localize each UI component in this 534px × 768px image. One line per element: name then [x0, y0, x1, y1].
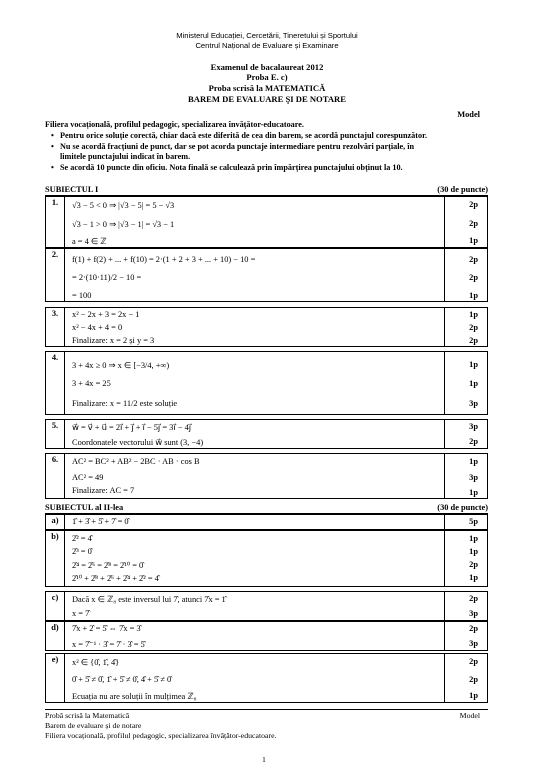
item-number: c)	[46, 592, 65, 620]
solution-line: a = 4 ∈ ℤ	[72, 237, 107, 246]
item-number: 5.	[46, 420, 65, 448]
item-3	[45, 307, 488, 347]
points-value: 1p	[469, 457, 478, 466]
item-number: 3.	[46, 308, 65, 346]
exam-title: Examenul de bacalaureat 2012	[210, 62, 324, 72]
points-column	[444, 352, 487, 414]
solution-line: Dacă x ∈ ℤ₈ este inversul lui 7̂, atunci 7̂x = 1̂	[72, 595, 226, 604]
points-value: 2p	[469, 594, 478, 603]
item-2	[45, 248, 488, 302]
points-value: 1p	[469, 573, 478, 582]
solution-line: Ecuația nu are soluții în mulțimea ℤ₈	[72, 692, 197, 701]
note-3-text: Se acordă 10 puncte din oficiu. Nota finală se calculează prin împărțirea punctajului obținut la 10.	[60, 163, 403, 172]
footer-rule	[45, 709, 488, 710]
solution-line: = 2·(10·11)/2 − 10 =	[72, 273, 142, 282]
points-column	[444, 592, 487, 620]
points-value: 3p	[469, 399, 478, 408]
item-number: 6.	[46, 454, 65, 498]
item-number: a)	[46, 515, 65, 529]
footer-line-2: Barem de evaluare și de notare	[45, 721, 142, 730]
center-header: Centrul Național de Evaluare și Examinare	[195, 41, 339, 50]
solution-line: 7̂x + 2̂ = 5̂ ⇔ 7̂x = 3̂	[72, 624, 141, 633]
ministry-header: Ministerul Educației, Cercetării, Tineretului și Sportului	[176, 31, 358, 40]
points-value: 2p	[469, 273, 478, 282]
subiect-1-header	[45, 185, 488, 196]
item-number: 1.	[46, 197, 65, 247]
item-b	[45, 530, 488, 587]
points-value: 1p	[469, 310, 478, 319]
item-number: 2.	[46, 249, 65, 301]
note-3: • Se acordă 10 puncte din oficiu. Nota finală se calculează prin împărțirea punctajului obținut la 10.	[51, 163, 403, 172]
points-value: 3p	[469, 609, 478, 618]
solution-line: 2̂² = 4̂	[72, 534, 92, 543]
note-2-text: Nu se acordă fracțiuni de punct, dar se pot acorda punctaje intermediare pentru rezolvări parțiale, în	[60, 142, 415, 151]
solution-line: AC² = 49	[72, 473, 104, 482]
points-column	[444, 622, 487, 650]
solution-line: 3 + 4x = 25	[72, 379, 111, 388]
solution-line: f(1) + f(2) + ... + f(10) = 2·(1 + 2 + 3 + ... + 10) − 10 =	[72, 255, 256, 264]
note-1: • Pentru orice soluție corectă, chiar dacă este diferită de cea din barem, se acordă punctajul corespunzător.	[51, 131, 428, 140]
points-value: 2p	[469, 323, 478, 332]
item-4	[45, 351, 488, 415]
points-column	[444, 308, 487, 346]
points-value: 2p	[469, 336, 478, 345]
points-column	[444, 249, 487, 301]
solution-line: x² − 4x + 4 = 0	[72, 323, 123, 332]
points-value: 2p	[469, 624, 478, 633]
points-value: 1p	[469, 534, 478, 543]
model-label: Model	[457, 110, 480, 119]
points-value: 1p	[469, 691, 478, 700]
item-number: b)	[46, 531, 65, 586]
footer-line-1: Probă scrisă la Matematică	[45, 711, 130, 720]
item-number: 4.	[46, 352, 65, 414]
subiect-1-title: SUBIECTUL I	[45, 185, 99, 194]
points-column	[444, 515, 487, 529]
subiect-2-points: (30 de puncte)	[437, 503, 488, 512]
solution-line: √3 − 5 < 0 ⇒ |√3 − 5| = 5 − √3	[72, 201, 175, 210]
item-c	[45, 591, 488, 621]
points-column	[444, 420, 487, 448]
points-value: 2p	[469, 560, 478, 569]
solution-line: = 100	[72, 291, 92, 300]
points-value: 2p	[469, 200, 478, 209]
solution-line: 2̂⁴ = 2̂⁶ = 2̂⁸ = 2̂¹⁰ = 0̂	[72, 561, 144, 570]
points-column	[444, 531, 487, 586]
points-value: 3p	[469, 422, 478, 431]
points-value: 2p	[469, 437, 478, 446]
note-2-cont	[60, 152, 490, 162]
points-value: 5p	[469, 517, 478, 526]
solution-line: 1̂ + 3̂ + 5̂ + 7̂ = 0̂	[72, 517, 129, 526]
footer-model: Model	[459, 711, 480, 720]
solution-line: 0̂ + 5̂ ≠ 0̂, 1̂ + 5̂ ≠ 0̂, 4̂ + 5̂ ≠ 0̂	[72, 675, 172, 684]
item-6	[45, 453, 488, 499]
points-value: 2p	[469, 657, 478, 666]
solution-line: Finalizare: x = 11/2 este soluție	[72, 399, 178, 408]
solution-line: AC² = BC² + AB² − 2BC · AB · cos B	[72, 457, 200, 466]
points-value: 1p	[469, 291, 478, 300]
note-2: • Nu se acordă fracțiuni de punct, dar se pot acorda punctaje intermediare pentru rezolvări parțiale, în	[51, 142, 415, 151]
points-value: 2p	[469, 255, 478, 264]
item-5	[45, 419, 488, 449]
solution-line: Finalizare: AC = 7	[72, 486, 135, 495]
solution-line: √3 − 1 > 0 ⇒ |√3 − 1| = √3 − 1	[72, 220, 175, 229]
solution-line: 3 + 4x ≥ 0 ⇒ x ∈ [−3/4, +∞)	[72, 361, 170, 370]
points-column	[444, 454, 487, 498]
points-value: 1p	[469, 488, 478, 497]
item-e	[45, 653, 488, 703]
page-number: 1	[262, 755, 266, 764]
solution-line: 2̂¹⁰ + 2̂⁸ + 2̂⁶ + 2̂⁴ + 2̂² = 4̂	[72, 574, 159, 583]
solution-line: w⃗ = v⃗ + u⃗ = 2i⃗ + j⃗ + i⃗ − 5j⃗ = 3i⃗ − 4j⃗	[72, 423, 192, 432]
points-value: 1p	[469, 379, 478, 388]
item-1	[45, 196, 488, 248]
solution-line: Coordonatele vectorului w⃗ sunt (3, −4)	[72, 438, 204, 447]
points-value: 3p	[469, 639, 478, 648]
points-value: 1p	[469, 547, 478, 556]
subiect-2-header	[45, 503, 488, 514]
solution-line: 2̂³ = 0̂	[72, 547, 92, 556]
note-2-cont-text: limitele punctajului indicat în barem.	[60, 152, 191, 161]
item-a	[45, 514, 488, 530]
subiect-1-points: (30 de puncte)	[437, 185, 488, 194]
solution-line: x² − 2x + 3 = 2x − 1	[72, 310, 140, 319]
points-value: 1p	[469, 236, 478, 245]
points-value: 2p	[469, 219, 478, 228]
points-column	[444, 197, 487, 247]
item-number: d)	[46, 622, 65, 650]
points-value: 2p	[469, 675, 478, 684]
points-value: 1p	[469, 360, 478, 369]
exam-subject: Proba scrisă la MATEMATICĂ	[208, 83, 326, 93]
item-d	[45, 621, 488, 651]
solution-line: x² ∈ {0̂, 1̂, 4̂}	[72, 658, 120, 667]
filiera-text: Filiera vocațională, profilul pedagogic, specializarea învățător-educatoare.	[45, 120, 304, 129]
barem-title: BAREM DE EVALUARE ŞI DE NOTARE	[188, 94, 346, 104]
solution-line: x = 7̂	[72, 609, 90, 618]
points-column	[444, 654, 487, 702]
points-value: 3p	[469, 473, 478, 482]
subiect-2-title: SUBIECTUL al II-lea	[45, 503, 124, 512]
solution-line: x = 7̂⁻¹ · 3̂ = 7̂ · 3̂ = 5̂	[72, 640, 145, 649]
item-number: e)	[46, 654, 65, 702]
footer-line-3: Filiera vocațională, profilul pedagogic, specializarea învățător-educatoare.	[45, 731, 277, 740]
note-1-text: Pentru orice soluție corectă, chiar dacă este diferită de cea din barem, se acordă punctajul corespunzător.	[60, 131, 428, 140]
solution-line: Finalizare: x = 2 și y = 3	[72, 336, 155, 345]
exam-subtitle: Proba E. c)	[246, 72, 288, 82]
